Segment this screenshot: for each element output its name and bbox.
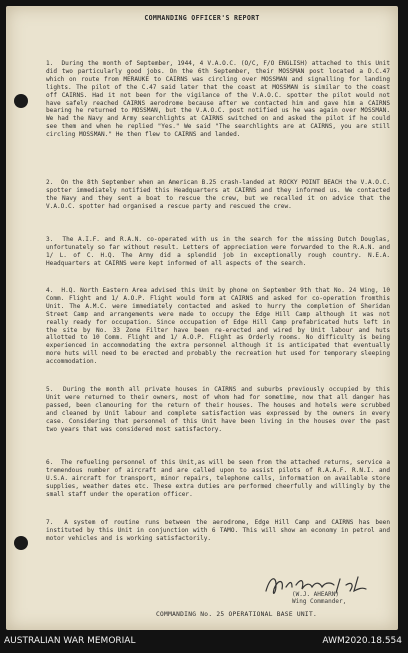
signatory-name: (W.J. AHEARN) <box>292 591 339 598</box>
paragraph-text: On the 8th September when an American B.25 crash-landed at ROCKY POINT BEACH the V.A.O.C. spotter immediately notified this Headquarters at CAIRNS and they informed us. We contacted the Navy and they sent a boat to rescue the crew, but we recalled it on advice that the V.A.O.C. spotter had organised a rescue party and rescued the crew. <box>46 179 390 210</box>
paragraph-3 <box>46 236 390 268</box>
document-title: COMMANDING OFFICER'S REPORT <box>144 14 260 22</box>
paragraph-text: The A.I.F. and R.A.N. co-operated with us in the search for the missing Dutch Douglas, unfortunately so far without result. Letters of appreciation were forwarded to the R.A.N. and 1/ L. of C. H.Q. The Army did a splendid job in exceptionally rough country. N.E.A. Headquarters at CAIRNS were kept informed of all aspects of the search. <box>46 236 390 267</box>
paragraph-text: A system of routine runs between the aerodrome, Edge Hill Camp and CAIRNS has been instituted by this Unit in conjunction with 6 TAMO. This will show an economy in petrol and motor vehicles and is working satisfactorily. <box>46 519 390 542</box>
paragraph-text: During the month of September, 1944, 4 V.A.O.C. (O/C, F/O ENGLISH) attached to this Unit did two particularly good jobs. On the 6th September, their MOSSMAN post located a D.C.47 which on route from MERAUKE to CAIRNS was circling over MOSSMAN and signalling for landing lights. The pilot of the C.47 said later that the coast at MOSSMAN is similar to the coast off CAIRNS. Had it not been for the vigilance of the V.A.O.C. spotter the pilot would not have safely reached CAIRNS aerodrome because after we contacted him and gave him a CAIRNS bearing he returned to MOSSMAN, but the V.A.O.C. post notified us he was again over MOSSMAN. We had the Navy and Army searchlights at CAIRNS switched on and asked the pilot if he could see them and when he replied "Yes." We said "The searchlights are at CAIRNS, you are still circling MOSSMAN." He then flew to CAIRNS and landed. <box>46 60 390 139</box>
signatory-rank: Wing Commander, <box>292 598 347 605</box>
paragraph-7 <box>46 519 390 543</box>
paragraph-number: 7. <box>46 519 54 526</box>
document-page <box>6 6 398 630</box>
archive-credit: AUSTRALIAN WAR MEMORIAL <box>4 636 136 646</box>
paragraph-number: 5. <box>46 386 54 393</box>
signature-block <box>292 591 346 605</box>
paragraph-number: 4. <box>46 287 54 294</box>
paragraph-number: 6. <box>46 459 54 466</box>
archive-reference: AWM2020.18.554 <box>322 636 402 646</box>
paragraph-5 <box>46 386 390 433</box>
paragraph-number: 3. <box>46 236 54 243</box>
punch-hole-bottom <box>14 536 28 550</box>
paragraph-number: 2. <box>46 179 54 186</box>
paragraph-4 <box>46 287 390 366</box>
paragraph-number: 1. <box>46 60 54 67</box>
unit-designation: COMMANDING No. 25 OPERATIONAL BASE UNIT. <box>156 611 318 618</box>
paragraph-text: H.Q. North Eastern Area advised this Unit by phone on September 9th that No. 24 Wing, 10 Comm. Flight and 1/ A.O.P. Flight would form at CAIRNS and asked for co-operation fromthis Unit. The A.M.C. were immediately contacted and asked to hurry the completion of Sheridan Street Camp and arrangements were made to occupy the Edge Hill Camp although it was not really ready for occupation. Since occupation of Edge Hill Camp prefabricated huts left in the site by No. 33 Zone Filter have been re-erected and wired by Unit labour and huts allotted to 10 Comm. Flight and 1/ A.O.P. Flight as Orderly rooms. No difficulty is being experienced in accommodating the extra personnel although it is anticipated that eventually more huts will need to be erected and probably the recreation hut used for temporary sleeping accommodation. <box>46 287 390 366</box>
paragraph-text: The refueling personnel of this Unit,as will be seen from the attached returns, service a tremendous number of aircraft and are called upon to assist pilots of R.A.A.F. R.N.I. and U.S.A. aircraft for transport, minor repairs, telephone calls, information on available store supplies, weather dates etc. These extra duties are performed cheerfully and willingly by the small staff under the operation officer. <box>46 459 390 498</box>
paragraph-2 <box>46 179 390 211</box>
paragraph-text: During the month all private houses in CAIRNS and suburbs previously occupied by this Unit were returned to their owners, most of whom had for sometime, now that all danger has passed, been clamouring for the return of their houses. The houses and hotels were scrubbed and cleaned by Unit labour and complete satisfaction was expressed by the owners in every case. Considering that personnel of this Unit have been living in the houses over the past two years that was considered most satisfactory. <box>46 386 390 433</box>
paragraph-6 <box>46 459 390 499</box>
paragraph-1 <box>46 60 390 139</box>
punch-hole-top <box>14 94 28 108</box>
